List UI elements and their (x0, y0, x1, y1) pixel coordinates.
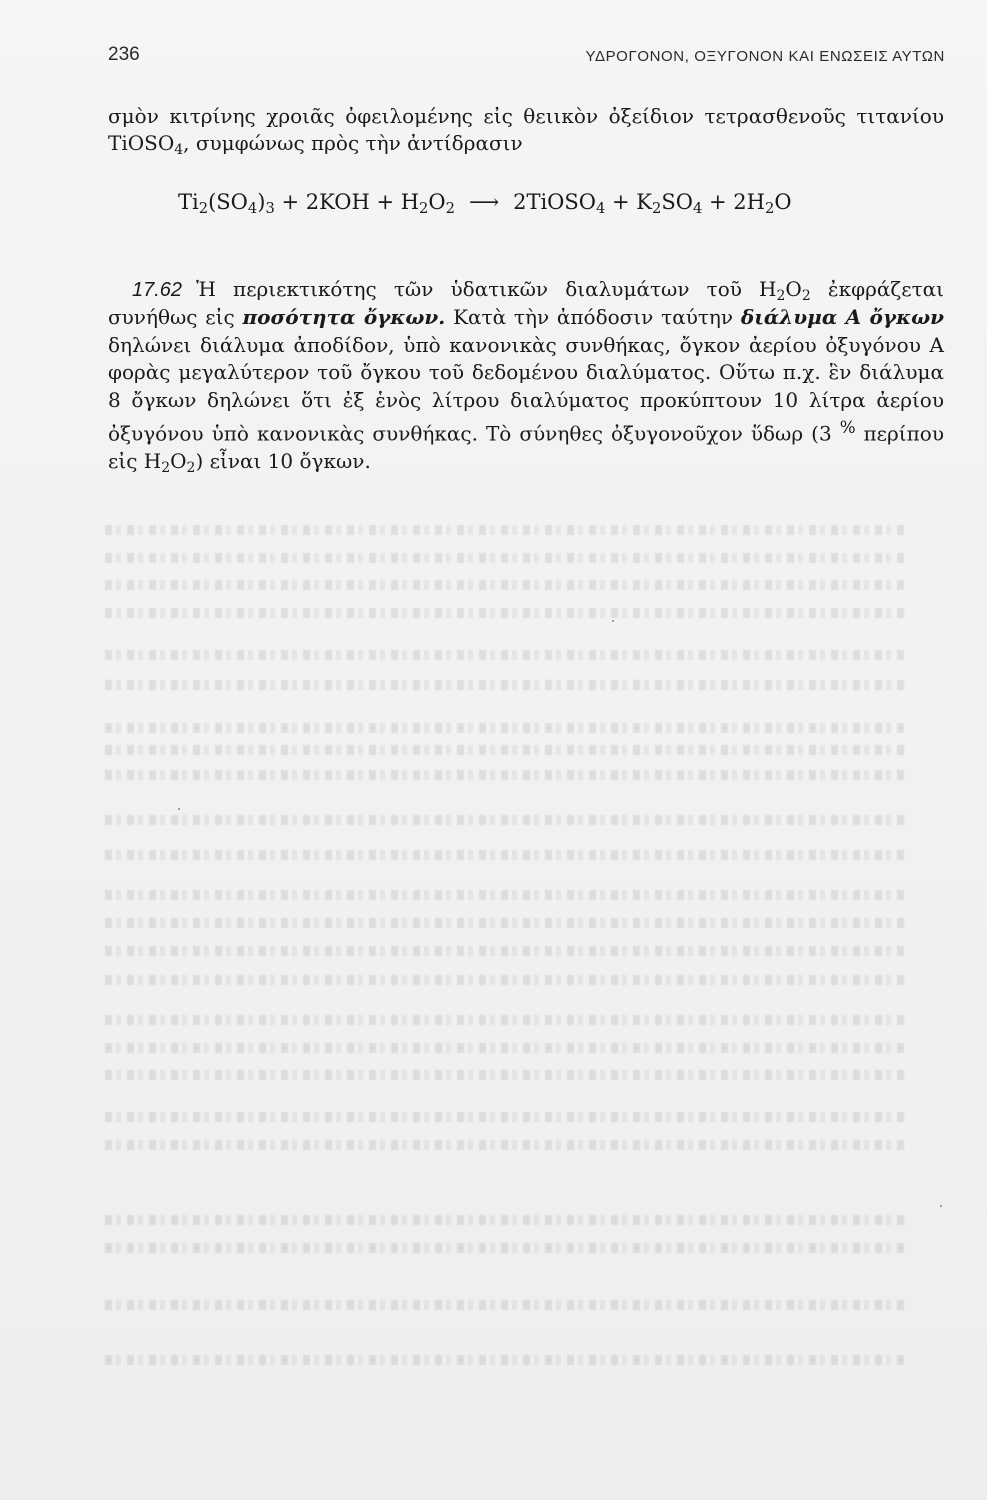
scan-speck (178, 808, 180, 810)
eq-term: + 2KOH + H (274, 190, 420, 214)
chemical-equation (178, 190, 898, 218)
bleed-through-line (105, 680, 905, 690)
scan-speck (940, 1205, 942, 1207)
text-run: O (785, 277, 802, 301)
section-number: 17.62 (132, 279, 183, 301)
text-run: , συμφώνως πρὸς τὴν ἀντίδρασιν (183, 131, 523, 156)
subscript: 2 (652, 200, 662, 218)
bleed-through-line (105, 1070, 905, 1080)
subscript: 3 (265, 200, 275, 218)
bleed-through-line (105, 890, 905, 900)
text-run: ) εἶναι 10 ὄγκων. (195, 449, 371, 474)
subscript: 2 (445, 200, 455, 218)
paragraph-17-62 (108, 276, 944, 476)
bleed-through-line (105, 918, 905, 928)
bleed-through-line (105, 815, 905, 825)
subscript: 4 (596, 200, 606, 218)
text-run: Κατὰ τὴν ἀπόδοσιν ταύτην (445, 305, 741, 330)
eq-term: SO (661, 190, 693, 214)
text-run: O (170, 449, 187, 474)
running-head: ΥΔΡΟΓΟΝΟΝ, ΟΞΥΓΟΝΟΝ ΚΑΙ ΕΝΩΣΕΙΣ ΑΥΤΩΝ (585, 48, 945, 65)
subscript: 4 (174, 142, 184, 159)
bleed-through-line (105, 553, 905, 563)
bleed-through-line (105, 1015, 905, 1025)
subscript: 2 (776, 287, 786, 304)
text-run: σμὸν κιτρίνης χροιᾶς ὀφειλομένης εἰς θειικὸν ὀξείδιον τετρασθενοῦς τιτανίου TiOSO (108, 104, 944, 156)
subscript: 2 (198, 200, 209, 218)
bleed-through-line (105, 850, 905, 860)
bleed-through-line (105, 770, 905, 780)
bleed-through-line (105, 608, 905, 618)
bleed-through-line (105, 745, 905, 755)
bleed-through-line (105, 580, 905, 590)
bleed-through-line (105, 1112, 905, 1122)
page-header (108, 44, 945, 72)
text-run: ἐκφράζεται συνήθως εἰς (108, 277, 944, 330)
bleed-through-line (105, 1043, 905, 1053)
eq-term: 2TiOSO (513, 190, 596, 214)
text-run: Ἡ περιεκτικότης τῶν ὑδατικῶν διαλυμάτων τοῦ H (196, 277, 777, 301)
bleed-through-line (105, 1355, 905, 1365)
subscript: 4 (247, 200, 258, 218)
emphasized-term: ποσότητα ὄγκων. (242, 305, 446, 330)
scan-speck (612, 620, 614, 622)
bleed-through-line (105, 525, 905, 535)
percent-sign: % (839, 418, 856, 438)
eq-term: O (774, 190, 792, 214)
subscript: 2 (801, 287, 811, 304)
page-number: 236 (108, 44, 140, 65)
bleed-through-line (105, 650, 905, 660)
paragraph-intro (108, 103, 944, 158)
eq-term: O (428, 190, 446, 214)
reaction-arrow-icon: ⟶ (468, 190, 500, 214)
text-run: δηλώνει διάλυμα ἀποδίδον, ὑπὸ κανονικὰς συνθήκας, ὄγκον ἀερίου ὀξυγόνου Α φορὰς μεγαλύτερον τοῦ ὄγκου τοῦ δεδομένου διαλύματος. Οὕτω π.χ. ἓν διάλυμα 8 ὄγκων δηλώνει ὅτι ἐξ ἑνὸς λίτρου διαλύματος προκύπτουν 10 λίτρα ἀερίου ὀξυγόνου ὑπὸ κανονικὰς συνθήκας. Τὸ σύνηθες ὀξυγονοῦχον ὕδωρ (3 (108, 332, 944, 446)
subscript: 2 (186, 460, 196, 476)
eq-term: + 2H (702, 190, 765, 214)
eq-term: Ti (178, 190, 199, 214)
subscript: 2 (161, 460, 171, 476)
subscript: 4 (692, 200, 703, 218)
subscript: 2 (764, 200, 775, 218)
bleed-through-line (105, 946, 905, 956)
eq-term: (SO (208, 190, 248, 214)
bleed-through-line (105, 1215, 905, 1225)
bleed-through-line (105, 975, 905, 985)
bleed-through-line (105, 723, 905, 733)
eq-term: ) (257, 190, 266, 214)
bleed-through-line (105, 1300, 905, 1310)
subscript: 2 (419, 200, 429, 218)
bleed-through-line (105, 1140, 905, 1150)
text-run: περίπου εἰς H (108, 421, 944, 474)
eq-term: + K (605, 190, 652, 214)
emphasized-term: διάλυμα Α ὄγκων (740, 305, 945, 330)
bleed-through-line (105, 1243, 905, 1253)
